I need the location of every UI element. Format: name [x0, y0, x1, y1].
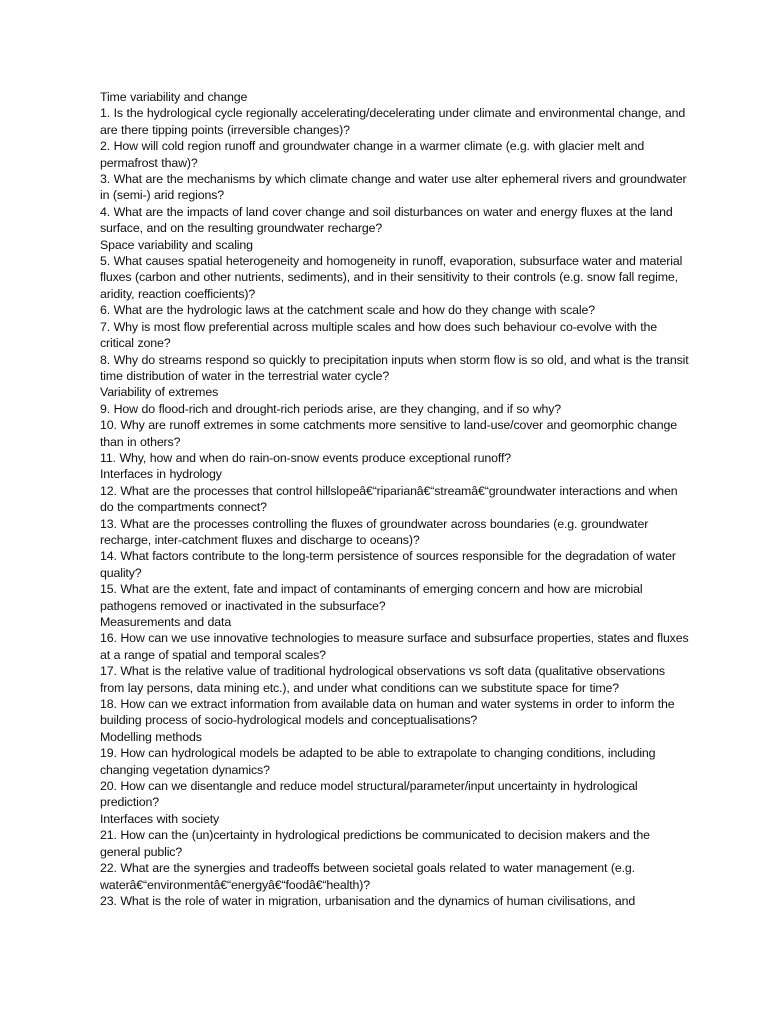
question-18: 18. How can we extract information from available data on human and water systems in order to inform the building process of socio-hydrological models and conceptualisations? [100, 697, 675, 728]
question-15: 15. What are the extent, fate and impact of contaminants of emerging concern and how are microbial pathogens removed or inactivated in the subsurface? [100, 582, 643, 613]
section-heading-extremes: Variability of extremes [100, 385, 219, 400]
document-body [100, 89, 692, 909]
section-heading-space-variability: Space variability and scaling [100, 237, 253, 252]
question-7: 7. Why is most flow preferential across multiple scales and how does such behaviour co-evolve with the critical zone? [100, 319, 657, 351]
question-8: 8. Why do streams respond so quickly to precipitation inputs when storm flow is so old, and what is the transit time distribution of water in the terrestrial water cycle? [100, 352, 689, 383]
question-22: 22. What are the synergies and tradeoffs between societal goals related to water management (e.g. waterâ€“environmentâ€“energyâ€“foodâ€“health)? [100, 861, 635, 892]
question-23: 23. What is the role of water in migration, urbanisation and the dynamics of human civilisations, and [100, 893, 636, 908]
question-5: 5. What causes spatial heterogeneity and homogeneity in runoff, evaporation, subsurface water and material fluxes (carbon and other nutrients, sediments), and in their sensitivity to their controls (e.g. snow fall regime, aridity, reaction coefficients)? [100, 254, 683, 301]
question-4: 4. What are the impacts of land cover change and soil disturbances on water and energy fluxes at the land surface, and on the resulting groundwater recharge? [100, 204, 673, 236]
section-heading-interfaces-society: Interfaces with society [100, 811, 220, 826]
section-heading-time-variability: Time variability and change [100, 90, 248, 104]
question-6: 6. What are the hydrologic laws at the catchment scale and how do they change with scale? [100, 303, 595, 318]
question-10: 10. Why are runoff extremes in some catchments more sensitive to land-use/cover and geomorphic change than in others? [100, 418, 677, 449]
question-9: 9. How do flood-rich and drought-rich periods arise, are they changing, and if so why? [100, 401, 562, 416]
section-heading-interfaces-hydrology: Interfaces in hydrology [100, 467, 222, 482]
question-1: 1. Is the hydrological cycle regionally accelerating/decelerating under climate and environmental change, and are there tipping points (irreversible changes)? [100, 106, 686, 137]
question-19: 19. How can hydrological models be adapted to be able to extrapolate to changing conditions, including changing vegetation dynamics? [100, 746, 656, 777]
question-20: 20. How can we disentangle and reduce model structural/parameter/input uncertainty in hydrological prediction? [100, 779, 638, 810]
question-21: 21. How can the (un)certainty in hydrological predictions be communicated to decision makers and the general public? [100, 828, 650, 859]
section-heading-measurements: Measurements and data [100, 615, 232, 629]
section-heading-modelling: Modelling methods [100, 729, 202, 744]
question-16: 16. How can we use innovative technologies to measure surface and subsurface properties, states and fluxes at a range of spatial and temporal scales? [100, 631, 689, 662]
question-13: 13. What are the processes controlling the fluxes of groundwater across boundaries (e.g. groundwater recharge, inter-catchment fluxes and discharge to oceans)? [100, 516, 649, 547]
question-12: 12. What are the processes that control hillslopeâ€“riparianâ€“streamâ€“groundwater interactions and when do the compartments connect? [100, 483, 678, 515]
question-14: 14. What factors contribute to the long-term persistence of sources responsible for the degradation of water quality? [100, 549, 676, 580]
question-11: 11. Why, how and when do rain-on-snow events produce exceptional runoff? [100, 450, 511, 465]
question-17: 17. What is the relative value of traditional hydrological observations vs soft data (qualitative observations from lay persons, data mining etc.), and under what conditions can we substitute space for time? [100, 664, 665, 695]
question-2: 2. How will cold region runoff and groundwater change in a warmer climate (e.g. with glacier melt and permafrost thaw)? [100, 139, 645, 170]
question-3: 3. What are the mechanisms by which climate change and water use alter ephemeral rivers and groundwater in (semi-) arid regions? [100, 172, 687, 203]
